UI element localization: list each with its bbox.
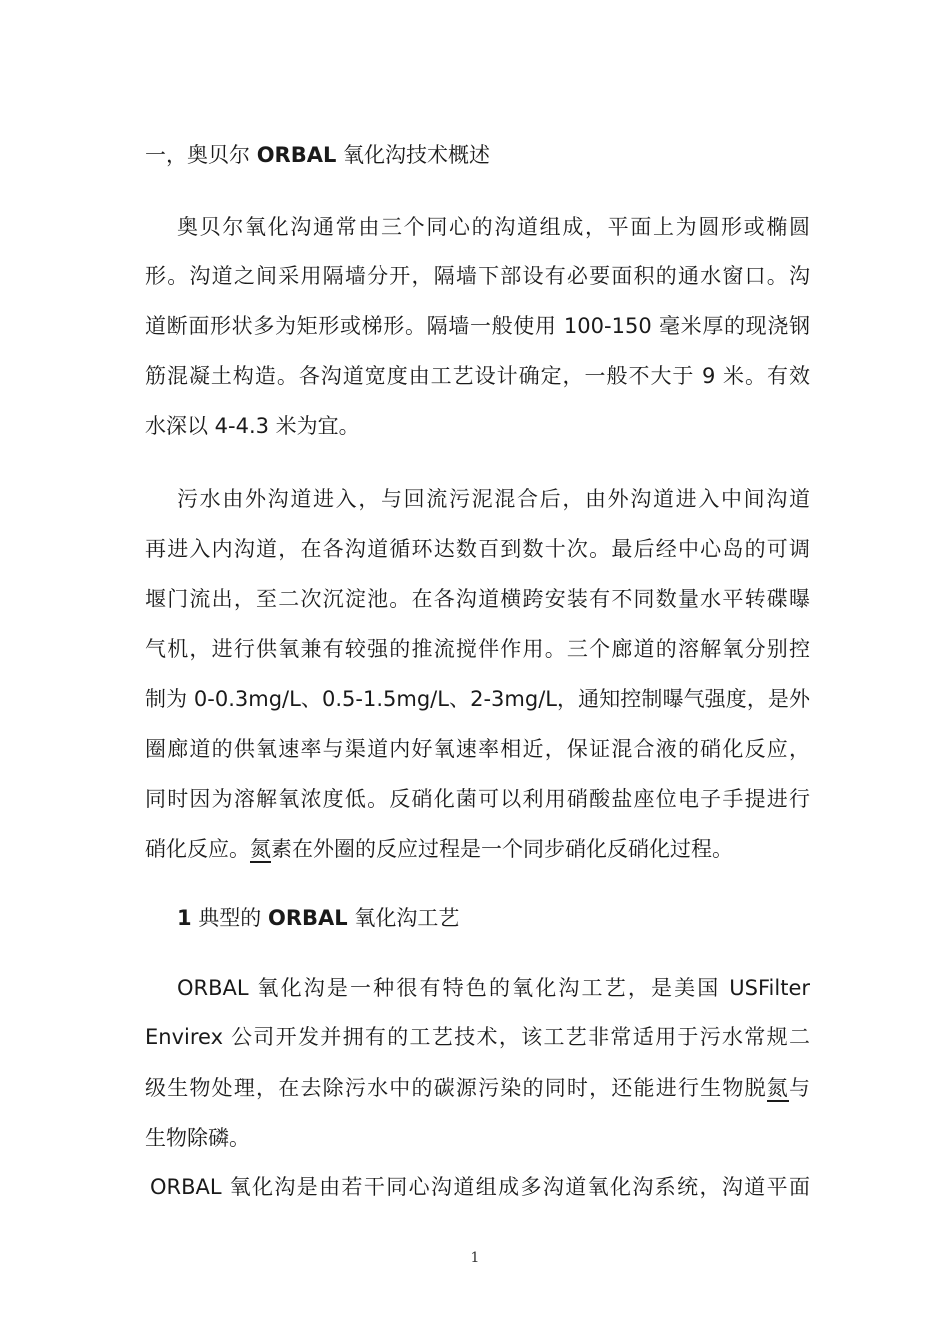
section-heading: 一，奥贝尔 ORBAL 氧化沟技术概述 (145, 143, 491, 167)
paragraph-line: 污水由外沟道进入，与回流污泥混合后，由外沟道进入中间沟道 (177, 487, 810, 511)
paragraph-line: 堰门流出，至二次沉淀池。在各沟道横跨安装有不同数量水平转碟曝 (145, 587, 810, 611)
underlined-term: 氮 (766, 1076, 790, 1100)
page-number: 1 (470, 1250, 480, 1266)
paragraph-line: 制为 0-0.3mg/L、0.5-1.5mg/L、2-3mg/L，通知控制曝气强度，是外 (145, 687, 810, 711)
paragraph-line: 圈廊道的供氧速率与渠道内好氧速率相近，保证混合液的硝化反应， (145, 737, 810, 761)
paragraph-line: 再进入内沟道，在各沟道循环达数百到数十次。最后经中心岛的可调 (145, 537, 810, 561)
underlined-term: 氮 (250, 837, 271, 861)
paragraph-line: 级生物处理，在去除污水中的碳源污染的同时，还能进行生物脱氮与 (145, 1076, 810, 1100)
paragraph-line: ORBAL 氧化沟是一种很有特色的氧化沟工艺，是美国 USFilter (177, 976, 810, 1000)
paragraph-line: 硝化反应。氮素在外圈的反应过程是一个同步硝化反硝化过程。 (145, 837, 733, 861)
paragraph-line: 形。沟道之间采用隔墙分开，隔墙下部设有必要面积的通水窗口。沟 (145, 264, 810, 288)
paragraph-line: 水深以 4-4.3 米为宜。 (145, 414, 360, 438)
paragraph-line: 筋混凝土构造。各沟道宽度由工艺设计确定，一般不大于 9 米。有效 (145, 364, 810, 388)
paragraph-line: 同时因为溶解氧浓度低。反硝化菌可以利用硝酸盐座位电子手提进行 (145, 787, 810, 811)
paragraph-line: Envirex 公司开发并拥有的工艺技术，该工艺非常适用于污水常规二 (145, 1025, 810, 1049)
subsection-heading: 1 典型的 ORBAL 氧化沟工艺 (177, 906, 460, 930)
paragraph-line: 生物除磷。 (145, 1126, 250, 1150)
paragraph-line: ORBAL 氧化沟是由若干同心沟道组成多沟道氧化沟系统，沟道平面 (150, 1175, 810, 1199)
paragraph-line: 气机，进行供氧兼有较强的推流搅伴作用。三个廊道的溶解氧分别控 (145, 637, 810, 661)
paragraph-line: 奥贝尔氧化沟通常由三个同心的沟道组成，平面上为圆形或椭圆 (177, 215, 810, 239)
paragraph-line: 道断面形状多为矩形或梯形。隔墙一般使用 100-150 毫米厚的现浇钢 (145, 314, 810, 338)
